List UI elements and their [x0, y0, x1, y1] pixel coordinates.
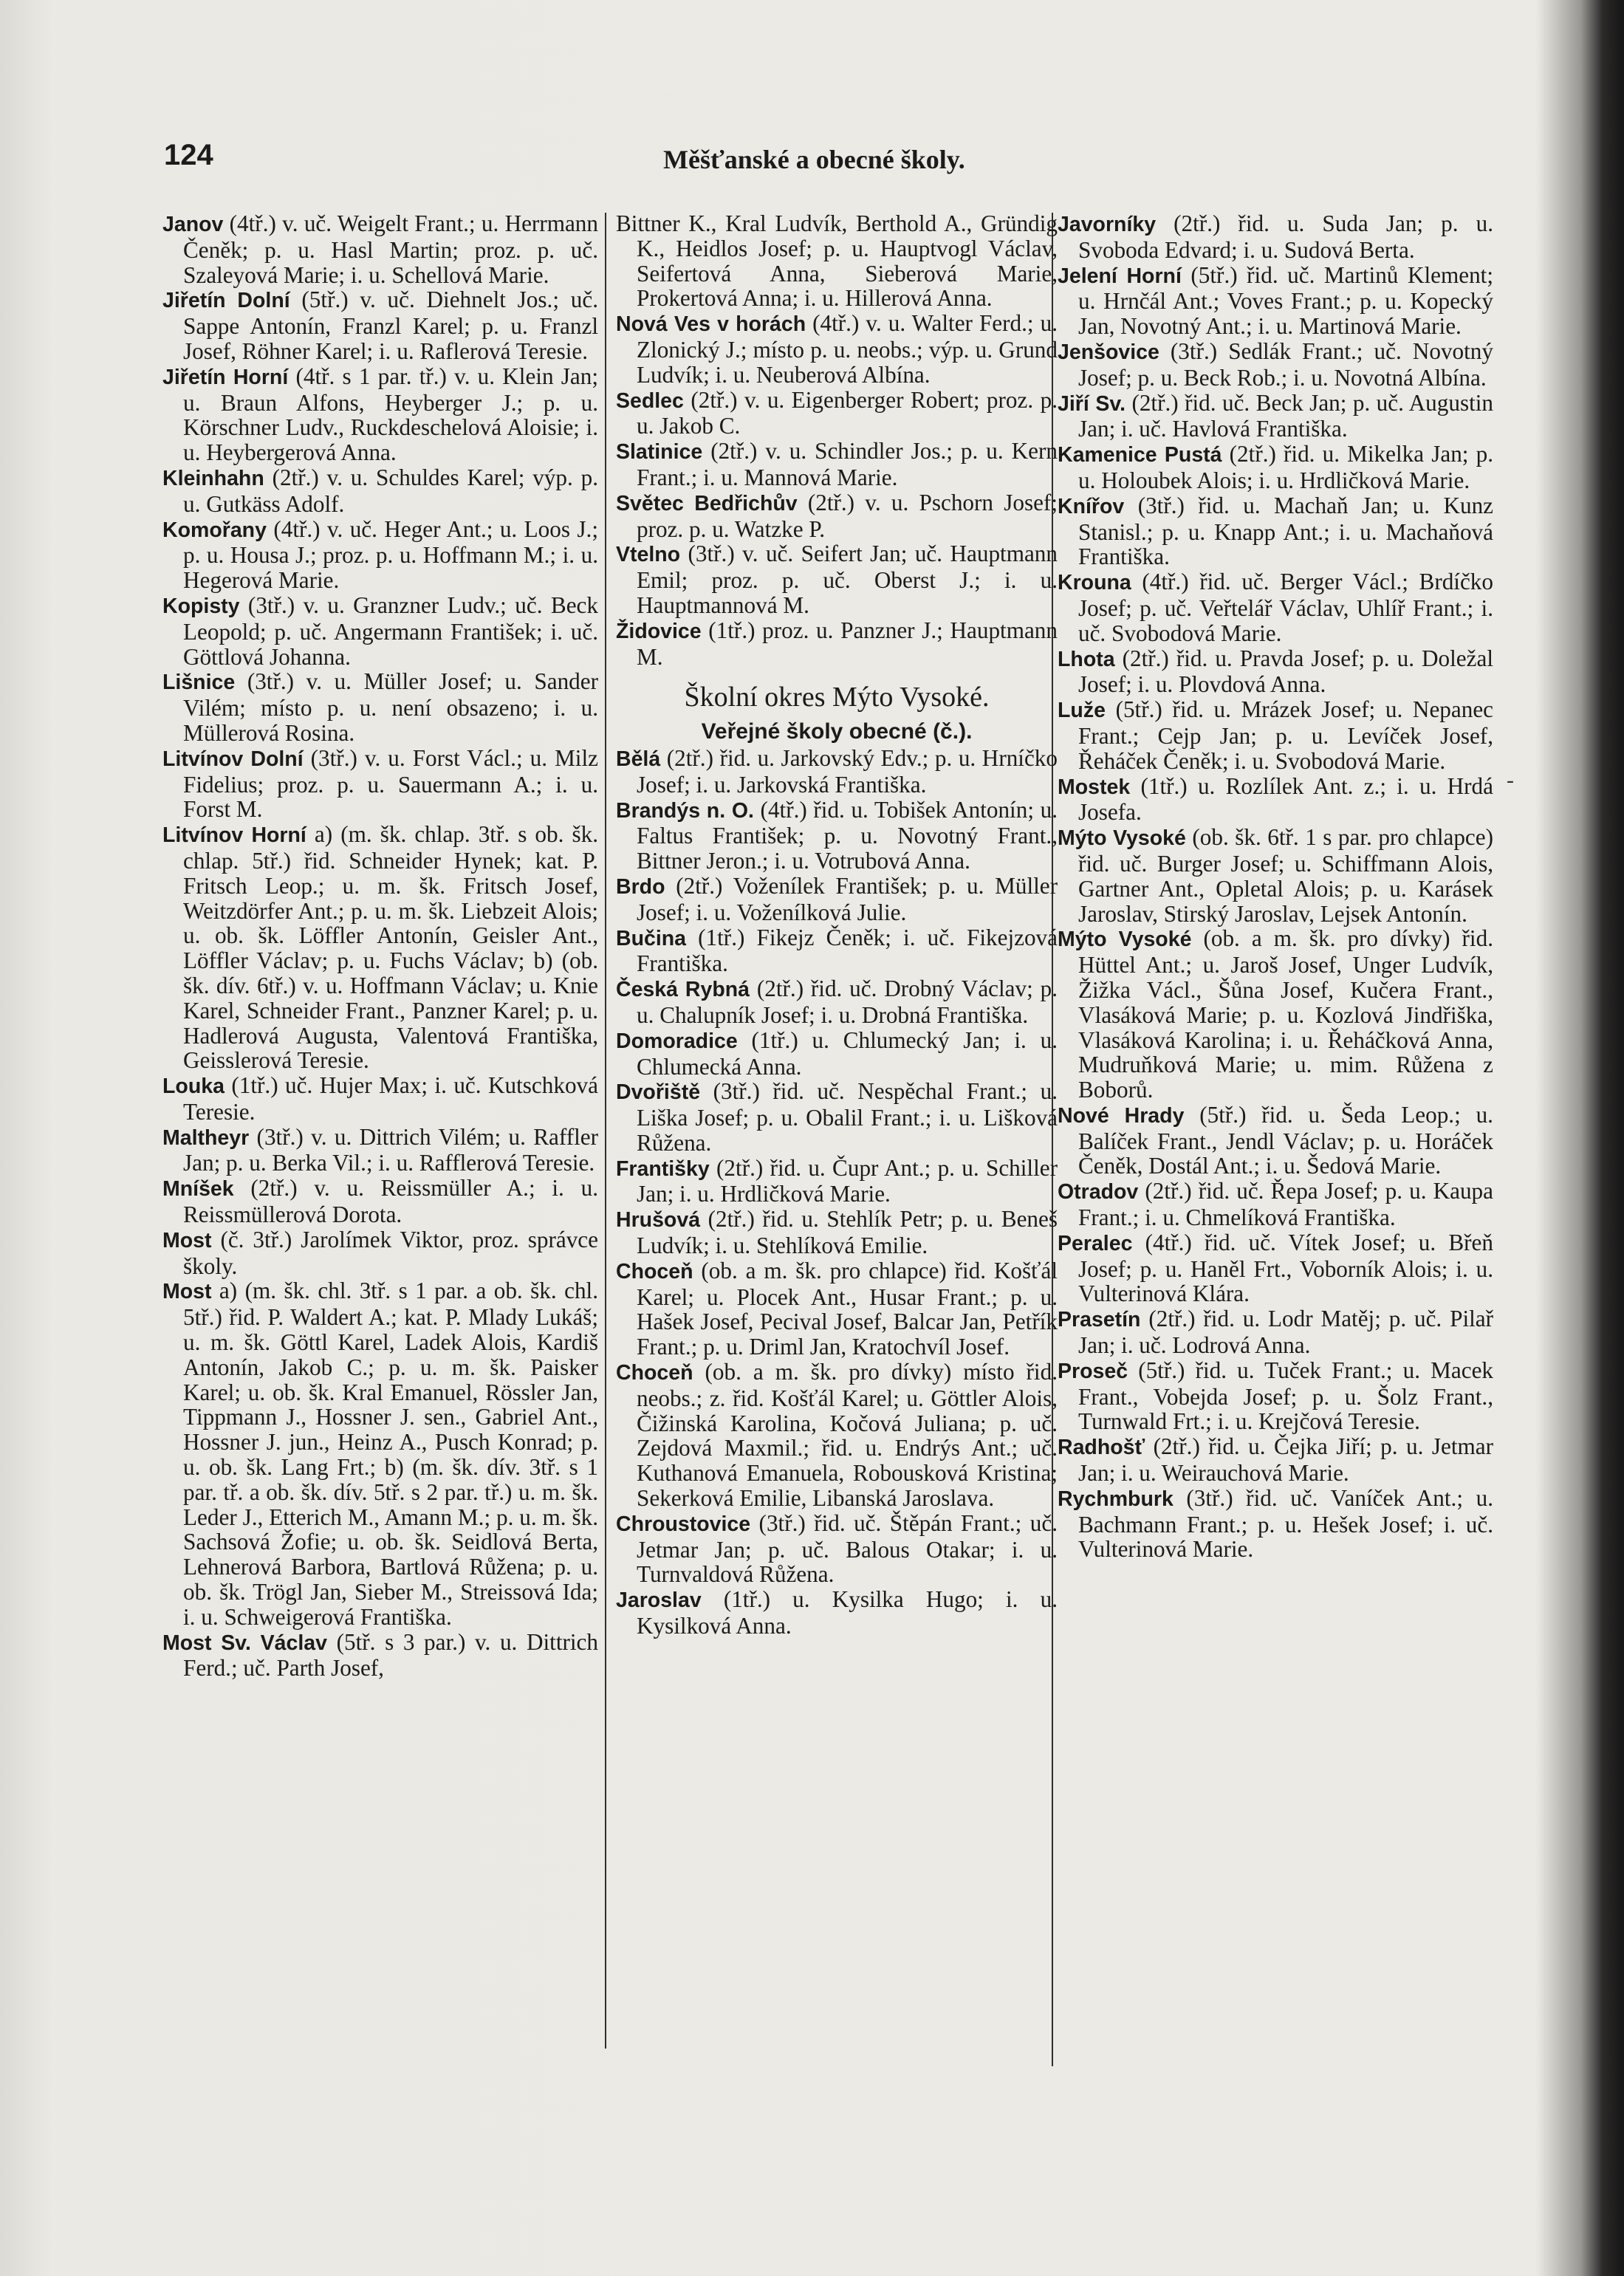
entry-place-name: Nová Ves v horách	[616, 312, 806, 337]
directory-entry	[162, 669, 598, 745]
entry-place-name: Kleinhahn	[162, 466, 264, 490]
entry-place-name: Jenšovice	[1058, 340, 1159, 364]
entry-place-name: Janov	[162, 213, 224, 236]
entry-text: (5tř.) řid. u. Šeda Leop.; u. Balíček Frant., Jendl Václav; p. u. Horáček Čeněk, Dostál Ant.; i. u. Šedová Marie.	[1078, 1101, 1493, 1179]
directory-entry	[162, 1125, 598, 1176]
margin-dash-mark: -	[1507, 768, 1514, 792]
entry-place-name: Slatinice	[616, 440, 703, 465]
directory-entry	[1058, 1179, 1493, 1230]
entry-place-name: Kopisty	[162, 594, 240, 618]
directory-entry	[162, 465, 598, 517]
entry-place-name: Františky	[616, 1156, 710, 1181]
entry-place-name: Chroustovice	[616, 1512, 751, 1536]
entry-text: (1tř.) u. Rozlílek Ant. z.; i. u. Hrdá Josefa.	[1078, 772, 1493, 826]
entry-text: (2tř.) řid. u. Čejka Jiří; p. u. Jetmar Jan; i. u. Weirauchová Marie.	[1078, 1433, 1493, 1487]
entry-place-name: Luže	[1058, 699, 1106, 723]
column-left	[162, 211, 598, 1681]
entry-text: (3tř.) řid. uč. Nespěchal Frant.; u. Liška Josef; p. u. Obalil Frant.; i. u. Lišková Růžena.	[637, 1078, 1058, 1156]
entry-text: (5tř.) řid. u. Mrázek Josef; u. Nepanec Frant.; Cejp Jan; p. u. Levíček Josef, Řeháček Čeněk; i. u. Svobodová Marie.	[1078, 696, 1493, 774]
directory-entry	[1058, 1358, 1493, 1434]
entry-place-name: Most	[162, 1280, 212, 1304]
directory-entry	[616, 925, 1058, 977]
directory-entry	[162, 822, 598, 1073]
directory-entry	[616, 1079, 1058, 1155]
directory-entry	[616, 311, 1058, 387]
entry-text: (4tř.) řid. uč. Vítek Josef; u. Břeň Josef; p. u. Haněl Frt., Voborník Alois; i. u. Vulterinová Klára.	[1078, 1229, 1493, 1307]
directory-entry	[162, 746, 598, 822]
directory-entry	[616, 439, 1058, 490]
entry-text: (3tř.) v. u. Müller Josef; u. Sander Vilém; místo p. u. není obsazeno; i. u. Müllerová Rosina.	[183, 668, 598, 746]
directory-entry	[616, 976, 1058, 1028]
entry-place-name: Lhota	[1058, 647, 1115, 671]
entry-place-name: Kamenice Pustá	[1058, 443, 1222, 467]
entry-place-name: Domoradice	[616, 1029, 738, 1053]
directory-entry	[616, 1156, 1058, 1207]
entry-place-name: Komořany	[162, 518, 267, 542]
entry-text: (ob. a m. šk. pro dívky) místo řid. neobs.; z. řid. Košťál Karel; u. Göttler Alois, Čižinská Karolina, Kočová Juliana; p. uč. Zejdová Maxmil.; řid. u. Endrýs Ant.; uč. Kuthanová Emanuela, Robousková Kristina; Sekerková Emilie, Libanská Jaroslava.	[637, 1359, 1058, 1512]
entry-place-name: Bučina	[616, 926, 687, 950]
directory-entry	[162, 1073, 598, 1125]
directory-entry	[162, 1630, 598, 1682]
directory-entry	[1058, 493, 1493, 569]
directory-entry	[616, 874, 1058, 925]
entry-place-name: Otradov	[1058, 1180, 1139, 1204]
entry-place-name: Prasetín	[1058, 1308, 1141, 1332]
entry-text: (4tř.) v. uč. Weigelt Frant.; u. Herrmann Čeněk; p. u. Hasl Martin; proz. p. uč. Szaleyová Marie; i. u. Schellová Marie.	[183, 210, 598, 288]
directory-entry	[1058, 774, 1493, 826]
entry-place-name: Knířov	[1058, 494, 1125, 518]
directory-entry	[1058, 1434, 1493, 1486]
entry-text: (2tř.) v. u. Eigenberger Robert; proz. p. u. Jakob C.	[637, 386, 1058, 439]
entry-place-name: Maltheyr	[162, 1125, 250, 1150]
directory-entry	[616, 490, 1058, 542]
directory-entry	[616, 1360, 1058, 1511]
entry-place-name: Louka	[162, 1074, 225, 1099]
entry-text: (2tř.) řid. u. Čupr Ant.; p. u. Schiller Jan; i. u. Hrdličková Marie.	[637, 1154, 1058, 1207]
entry-text: (3tř.) Sedlák Frant.; uč. Novotný Josef; p. u. Beck Rob.; i. u. Novotná Albína.	[1078, 337, 1493, 391]
entry-text: (2tř.) řid. uč. Drobný Václav; p. u. Chalupník Josef; i. u. Drobná Františka.	[637, 976, 1058, 1028]
entry-place-name: Choceň	[616, 1259, 693, 1283]
directory-entry	[1058, 1486, 1493, 1562]
directory-entry	[1058, 211, 1493, 263]
directory-entry	[616, 541, 1058, 617]
entry-text: (3tř.) řid. uč. Štěpán Frant.; uč. Jetmar Jan; p. uč. Balous Otakar; i. u. Turnvaldová Růžena.	[637, 1509, 1058, 1588]
entry-place-name: Choceň	[616, 1361, 693, 1385]
entry-place-name: Jiřetín Dolní	[162, 289, 290, 313]
directory-entry	[162, 517, 598, 593]
running-header-title: Měšťanské a obecné školy.	[663, 145, 965, 174]
directory-entry	[616, 388, 1058, 439]
entry-text: (1tř.) Fikejz Čeněk; i. uč. Fikejzová Františka.	[637, 924, 1058, 977]
entry-place-name: Bělá	[616, 747, 661, 771]
district-heading: Školní okres Mýto Vysoké.	[684, 682, 990, 713]
entry-place-name: Brdo	[616, 874, 665, 899]
entry-text: (ob. šk. 6tř. 1 s par. pro chlapce) řid. uč. Burger Josef; u. Schiffmann Alois, Gartner Ant., Opletal Alois; p. u. Karásek Jaroslav, Stirský Jaroslav, Lejsek Antonín.	[1078, 824, 1493, 927]
entry-text: (2tř.) v. u. Reissmüller A.; i. u. Reissmüllerová Dorota.	[183, 1175, 598, 1228]
entry-place-name: Peralec	[1058, 1231, 1133, 1255]
directory-entry	[616, 746, 1058, 798]
entry-text: (ob. a m. šk. pro dívky) řid. Hüttel Ant.; u. Jaroš Josef, Unger Ludvík, Žižka Václ., Šůna Josef, Kučera Frant., Vlasáková Marie; p. u. Kozlová Jindřiška, Vlasáková Karolina; i. u. Řeháčková Anna, Mudruňková Marie; u. mim. Růžena z Boborů.	[1078, 925, 1493, 1103]
page-number: 124	[164, 139, 213, 171]
entry-place-name: Židovice	[616, 619, 702, 643]
directory-entry	[1058, 263, 1493, 339]
column-middle-entries	[616, 746, 1058, 1639]
entry-place-name: Mníšek	[162, 1177, 234, 1202]
entry-text: (2tř.) řid. u. Lodr Matěj; p. uč. Pilař Jan; i. uč. Lodrová Anna.	[1078, 1306, 1493, 1359]
entry-text: (5tř.) řid. uč. Martinů Klement; u. Hrnčál Ant.; Voves Frant.; p. u. Kopecký Jan, Novotný Ant.; i. u. Martinová Marie.	[1078, 261, 1494, 340]
directory-entry	[1058, 569, 1493, 645]
entry-text: (2tř.) řid. uč. Řepa Josef; p. u. Kaupa Frant.; i. u. Chmelíková Františka.	[1078, 1178, 1493, 1231]
entry-place-name: Jiří Sv.	[1058, 391, 1126, 416]
directory-entry	[616, 618, 1058, 670]
directory-entry	[1058, 926, 1493, 1103]
directory-entry	[1058, 697, 1493, 773]
directory-entry	[616, 211, 1058, 311]
entry-text: (4tř.) v. uč. Heger Ant.; u. Loos J.; p. u. Housa J.; proz. p. u. Hoffmann M.; i. u. Hegerová Marie.	[183, 515, 598, 594]
directory-entry	[616, 1258, 1058, 1360]
entry-text: a) (m. šk. chlap. 3tř. s ob. šk. chlap. 5tř.) řid. Schneider Hynek; kat. P. Fritsch Leop.; u. m. šk. Fritsch Josef, Weitzdörfer Ant.; p. u. m. šk. Liebzeit Alois; u. ob. šk. Löffler Antonín, Geisler Ant., Löffler Václav; p. u. Fuchs Václav; b) (ob. šk. dív. 6tř.) v. u. Hoffmann Václav; u. Knie Karel, Schneider Frant., Panzner Karel; p. u. Hadlerová Augusta, Valentová Františka, Geisslerová Teresie.	[183, 821, 598, 1074]
entry-text: (2tř.) v. u. Pschorn Josef; proz. p. u. Watzke P.	[637, 489, 1058, 542]
entry-place-name: Dvořiště	[616, 1080, 701, 1105]
section-subheading: Veřejné školy obecné (č.).	[701, 719, 973, 744]
entry-place-name: Mostek	[1058, 775, 1131, 799]
directory-entry	[1058, 825, 1493, 926]
entry-text: (1tř.) uč. Hujer Max; i. uč. Kutschková Teresie.	[183, 1072, 598, 1125]
entry-text: (3tř.) v. uč. Seifert Jan; uč. Hauptmann Emil; proz. p. uč. Oberst J.; i. u. Hauptmannová M.	[637, 541, 1058, 618]
entry-text: a) (m. šk. chl. 3tř. s 1 par. a ob. šk. chl. 5tř.) řid. P. Waldert A.; kat. P. Mlady Lukáš; u. m. šk. Göttl Karel, Ladek Alois, Kardiš Antonín, Jakob C.; p. u. m. šk. Paisker Karel; u. ob. šk. Kral Emanuel, Rössler Jan, Tippmann J., Hossner J. sen., Gabriel Ant., Hossner J. jun., Heinz A., Pusch Konrad; p. u. ob. šk. Lang Frt.; b) (m. šk. dív. 3tř. s 1 par. tř. a ob. šk. dív. 5tř. s 2 par. tř.) u. m. šk. Leder J., Etterich M., Amann M.; p. u. m. šk. Sachsová Žofie; u. ob. šk. Seidlová Berta, Lehnerová Barbora, Bartlová Růžena; p. u. ob. šk. Trögl Jan, Sieber M., Streissová Ida; i. u. Schweigerová Františka.	[183, 1278, 598, 1630]
directory-entry	[1058, 1306, 1493, 1358]
entry-text: (2tř.) řid. u. Mikelka Jan; p. u. Holoubek Alois; i. u. Hrdličková Marie.	[1078, 441, 1493, 493]
entry-text: (3tř.) v. u. Forst Václ.; u. Milz Fidelius; proz. p. u. Sauermann A.; i. u. Forst M.	[183, 744, 598, 823]
entry-text: (2tř.) řid. u. Stehlík Petr; p. u. Beneš Ludvík; i. u. Stehlíková Emilie.	[637, 1206, 1058, 1259]
entry-text: (č. 3tř.) Jarolímek Viktor, proz. správce školy.	[183, 1226, 598, 1279]
entry-place-name: Mýto Vysoké	[1058, 928, 1192, 952]
directory-entry	[162, 364, 598, 465]
directory-entry	[162, 593, 598, 669]
entry-place-name: Krouna	[1058, 571, 1131, 595]
directory-entry	[616, 798, 1058, 874]
entry-text: (4tř.) řid. uč. Berger Václ.; Brdíčko Josef; p. uč. Veřtelář Václav, Uhlíř Frant.; i. uč. Svobodová Marie.	[1078, 569, 1493, 646]
directory-entry	[1058, 339, 1493, 391]
entry-text: (5tř. s 3 par.) v. u. Dittrich Ferd.; uč. Parth Josef,	[183, 1628, 598, 1682]
directory-entry	[616, 1207, 1058, 1258]
entry-place-name: Jiřetín Horní	[162, 365, 289, 389]
entry-text: (2tř.) řid. u. Pravda Josef; p. u. Doležal Josef; i. u. Plovdová Anna.	[1078, 645, 1493, 698]
entry-text: (4tř.) v. u. Walter Ferd.; u. Zlonický J.; místo p. u. neobs.; výp. u. Grund Ludvík; i. u. Neuberová Albína.	[637, 310, 1058, 388]
directory-entry	[162, 1227, 598, 1279]
entry-place-name: Vtelno	[616, 543, 681, 567]
directory-entry	[1058, 1103, 1493, 1179]
entry-place-name: Most Sv. Václav	[162, 1631, 327, 1655]
directory-entry	[616, 1511, 1058, 1587]
directory-entry	[616, 1587, 1058, 1639]
entry-place-name: Česká Rybná	[616, 978, 750, 1002]
entry-text: (1tř.) u. Chlumecký Jan; i. u. Chlumecká Anna.	[637, 1026, 1058, 1080]
entry-place-name: Brandýs n. O.	[616, 798, 754, 823]
entry-place-name: Rychmburk	[1058, 1487, 1174, 1511]
entry-place-name: Světec Bedřichův	[616, 491, 798, 515]
entry-place-name: Hrušová	[616, 1208, 701, 1233]
directory-entry	[1058, 442, 1493, 493]
entry-place-name: Nové Hrady	[1058, 1103, 1185, 1128]
directory-entry	[162, 1176, 598, 1227]
entry-text: (2tř.) řid. uč. Beck Jan; p. uč. Augustin Jan; i. uč. Havlová Františka.	[1078, 389, 1494, 442]
entry-place-name: Javorníky	[1058, 213, 1157, 236]
directory-entry	[1058, 391, 1493, 442]
entry-text: (ob. a m. šk. pro chlapce) řid. Košťál Karel; u. Plocek Ant., Husar Frant.; p. u. Hašek Josef, Pecival Josef, Balcar Jan, Petřík Frant.; p. u. Driml Jan, Kratochvíl Josef.	[637, 1257, 1058, 1360]
entry-text: (2tř.) Voženílek František; p. u. Müller Josef; i. u. Voženílková Julie.	[637, 872, 1058, 925]
entry-text: (3tř.) v. u. Dittrich Vilém; u. Raffler Jan; p. u. Berka Vil.; i. u. Rafflerová Teresie.	[183, 1123, 598, 1176]
directory-entry	[1058, 646, 1493, 698]
entry-place-name: Radhošť	[1058, 1436, 1145, 1460]
column-rule-1	[605, 213, 606, 2049]
directory-entry	[162, 211, 598, 287]
entry-text: (3tř.) řid. uč. Vaníček Ant.; u. Bachmann Frant.; p. u. Hešek Josef; i. uč. Vulterinová Marie.	[1078, 1484, 1493, 1563]
entry-text: (1tř.) u. Kysilka Hugo; i. u. Kysilková Anna.	[637, 1586, 1058, 1639]
entry-text: (3tř.) řid. u. Machaň Jan; u. Kunz Stanisl.; p. u. Knapp Ant.; i. u. Machaňová Františka.	[1078, 492, 1493, 570]
entry-place-name: Jelení Horní	[1058, 264, 1182, 288]
entry-place-name: Lišnice	[162, 671, 236, 695]
entry-place-name: Most	[162, 1228, 212, 1252]
entry-text: (2tř.) řid. u. Jarkovský Edv.; p. u. Hrníčko Josef; i. u. Jarkovská Františka.	[637, 744, 1058, 798]
entry-text: (5tř.) v. uč. Diehnelt Jos.; uč. Sappe Antonín, Franzl Karel; p. u. Franzl Josef, Röhner Karel; i. u. Raflerová Teresie.	[183, 287, 598, 364]
entry-text: (3tř.) v. u. Granzner Ludv.; uč. Beck Leopold; p. uč. Angermann František; i. uč. Göttlová Johanna.	[183, 592, 598, 670]
column-middle-continuation	[616, 211, 1058, 669]
entry-text: Bittner K., Kral Ludvík, Berthold A., Gründig K., Heidlos Josef; p. u. Hauptvogl Václav, Seifertová Anna, Sieberová Marie, Prokertová Anna; i. u. Hillerová Anna.	[616, 210, 1058, 312]
entry-text: (2tř.) v. u. Schuldes Karel; výp. p. u. Gutkäss Adolf.	[183, 464, 598, 517]
directory-entry	[616, 1028, 1058, 1080]
entry-text: (4tř. s 1 par. tř.) v. u. Klein Jan; u. Braun Alfons, Heyberger J.; p. u. Körschner Ludv., Ruckdeschelová Aloisie; i. u. Heybergerová Anna.	[183, 363, 598, 466]
directory-entry	[162, 1278, 598, 1629]
entry-place-name: Sedlec	[616, 388, 684, 413]
entry-place-name: Jaroslav	[616, 1588, 702, 1613]
entry-text: (2tř.) řid. u. Suda Jan; p. u. Svoboda Edvard; i. u. Sudová Berta.	[1078, 210, 1493, 263]
entry-place-name: Litvínov Horní	[162, 823, 306, 848]
directory-entry	[1058, 1230, 1493, 1306]
entry-place-name: Proseč	[1058, 1359, 1128, 1383]
entry-text: (2tř.) v. u. Schindler Jos.; p. u. Kern Frant.; i. u. Mannová Marie.	[637, 438, 1058, 490]
directory-entry	[162, 287, 598, 363]
column-middle	[616, 211, 1058, 1639]
entry-text: (1tř.) proz. u. Panzner J.; Hauptmann M.	[637, 617, 1058, 670]
entry-text: (5tř.) řid. u. Tuček Frant.; u. Macek Frant., Vobejda Josef; p. u. Šolz Frant., Turnwald Frt.; i. u. Krejčová Teresie.	[1078, 1357, 1493, 1435]
entry-text: (4tř.) řid. u. Tobišek Antonín; u. Faltus František; p. u. Novotný Frant., Bittner Jeron.; i. u. Votrubová Anna.	[637, 796, 1058, 874]
column-right	[1058, 211, 1493, 1562]
entry-place-name: Mýto Vysoké	[1058, 826, 1186, 851]
entry-place-name: Litvínov Dolní	[162, 747, 304, 771]
